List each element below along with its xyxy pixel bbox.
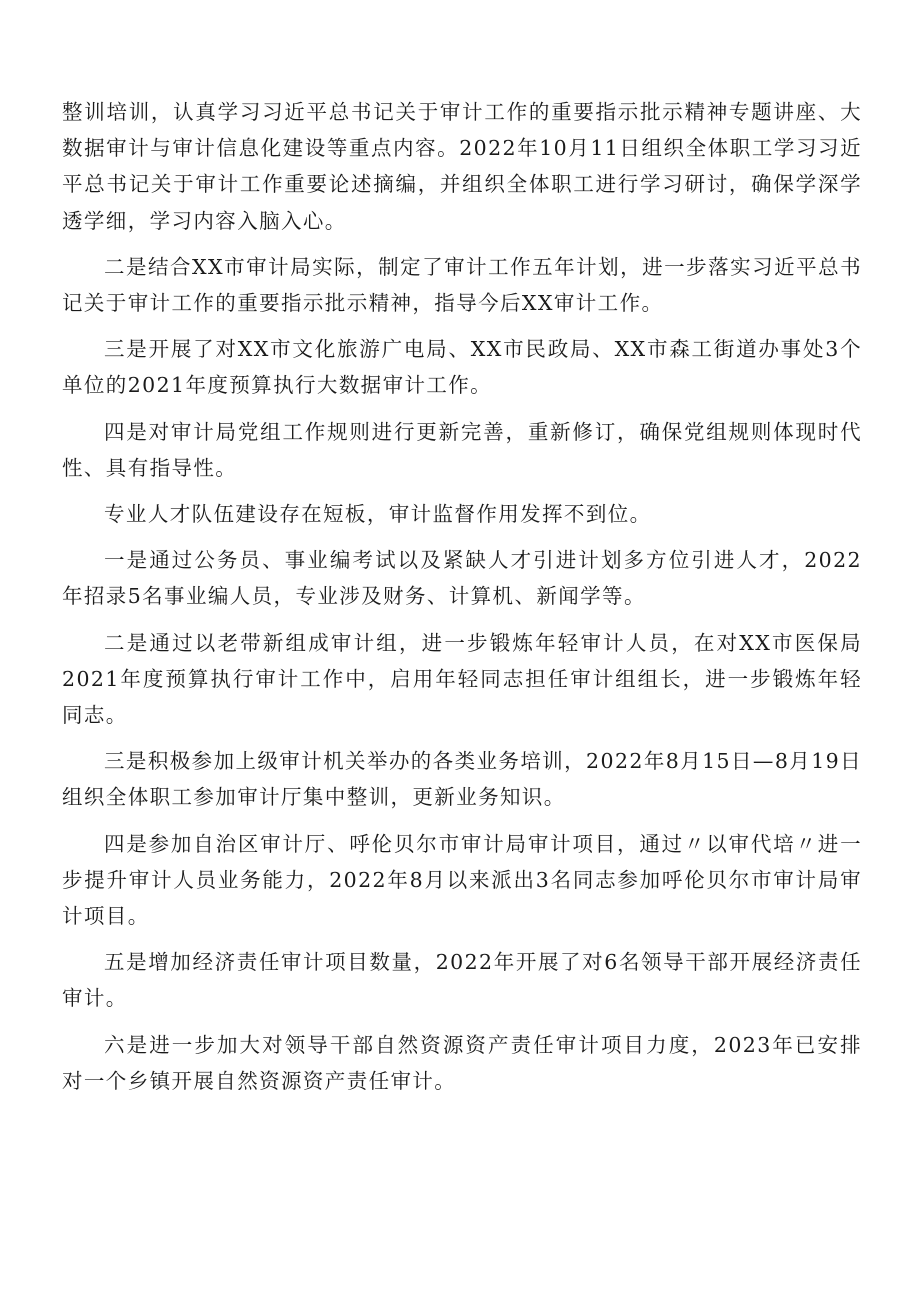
paragraph-recruitment: 一是通过公务员、事业编考试以及紧缺人才引进计划多方位引进人才，2022年招录5名事业编人员，专业涉及财务、计算机、新闻学等。 xyxy=(62,548,862,609)
paragraph-talent-shortage: 专业人才队伍建设存在短板，审计监督作用发挥不到位。 xyxy=(104,502,652,527)
paragraph-business-training: 三是积极参加上级审计机关举办的各类业务培训，2022年8月15日—8月19日组织全体职工参加审计厅集中整训，更新业务知识。 xyxy=(62,749,862,810)
paragraph-natural-resources: 六是进一步加大对领导干部自然资源资产责任审计项目力度，2023年已安排对一个乡镇开展自然资源资产责任审计。 xyxy=(62,1032,862,1093)
paragraph-continued-training: 整训培训，认真学习习近平总书记关于审计工作的重要指示批示精神专题讲座、大数据审计与审计信息化建设等重点内容。2022年10月11日组织全体职工学习习近平总书记关于审计工作重要论述摘编，并组织全体职工进行学习研讨，确保学深学透学细，学习内容入脑入心。 xyxy=(62,100,862,233)
paragraph-audit-projects: 四是参加自治区审计厅、呼伦贝尔市审计局审计项目，通过〃以审代培〃进一步提升审计人员业务能力，2022年8月以来派出3名同志参加呼伦贝尔市审计局审计项目。 xyxy=(62,831,862,929)
paragraph-five-year-plan: 二是结合XX市审计局实际，制定了审计工作五年计划，进一步落实习近平总书记关于审计工作的重要指示批示精神，指导今后XX审计工作。 xyxy=(62,254,862,316)
document-body xyxy=(62,94,862,1109)
paragraph-party-rules: 四是对审计局党组工作规则进行更新完善，重新修订，确保党组规则体现时代性、具有指导性。 xyxy=(62,419,862,480)
paragraph-economic-responsibility: 五是增加经济责任审计项目数量，2022年开展了对6名领导干部开展经济责任审计。 xyxy=(62,950,862,1011)
paragraph-mentoring: 二是通过以老带新组成审计组，进一步锻炼年轻审计人员，在对XX市医保局2021年度预算执行审计工作中，启用年轻同志担任审计组组长，进一步锻炼年轻同志。 xyxy=(62,630,862,728)
paragraph-big-data-audit: 三是开展了对XX市文化旅游广电局、XX市民政局、XX市森工街道办事处3个单位的2021年度预算执行大数据审计工作。 xyxy=(62,337,862,398)
